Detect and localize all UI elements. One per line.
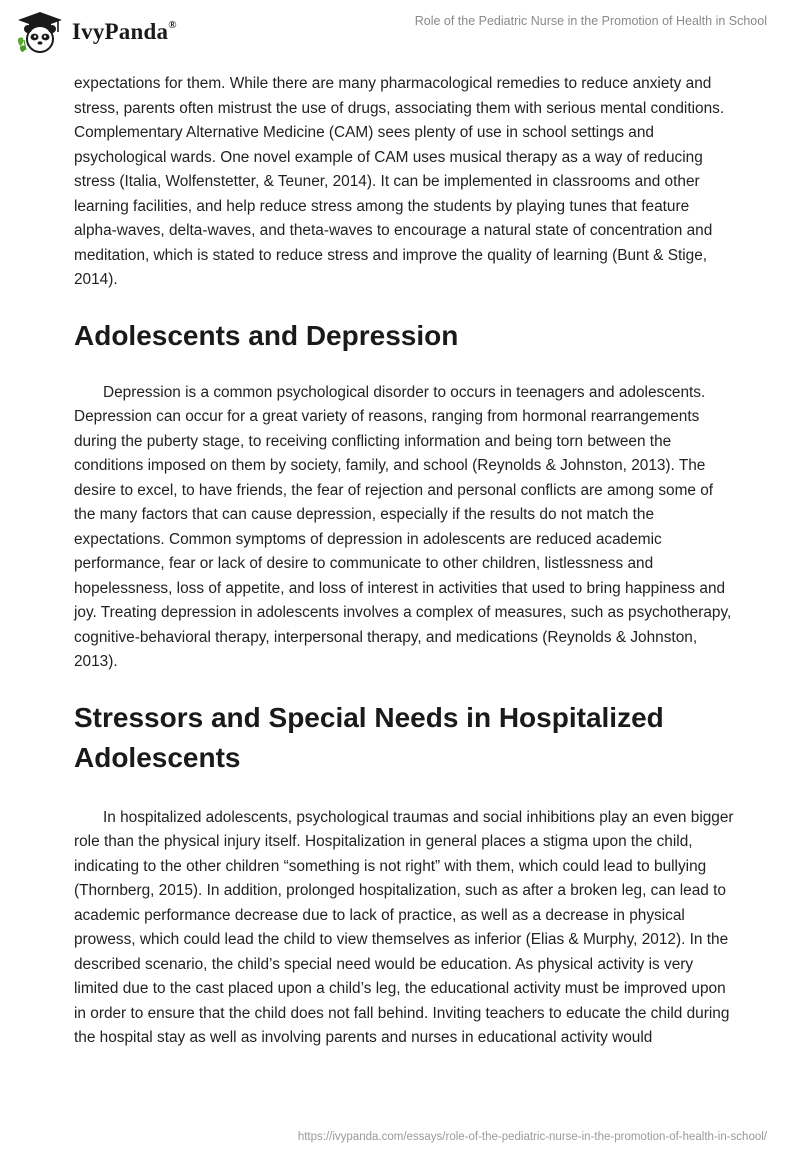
paragraph: Depression is a common psychological disorder to occurs in teenagers and adolescents. Depression can occur for a great variety of reasons, ranging from hormonal rearrangements during the puberty stage, to receiving conflicting information and being torn between the conditions imposed on them by society, family, and school (Reynolds & Johnston, 2013). The desire to excel, to have friends, the fear of rejection and personal conflicts are among some of the many factors that can cause depression, especially if the results do not match the expectations. Common symptoms of depression in adolescents are reduced academic performance, fear or lack of desire to communicate to other children, listlessness and hopelessness, loss of appetite, and loss of interest in activities that used to bring happiness and joy. Treating depression in adolescents involves a complex of measures, such as psychotherapy, cognitive-behavioral therapy, interpersonal therapy, and medications (Reynolds & Johnston, 2013).: [74, 383, 732, 670]
section-heading: Adolescents and Depression: [74, 319, 459, 351]
page-header: [0, 0, 800, 64]
ivypanda-logo[interactable]: [14, 10, 177, 54]
registered-mark: ®: [168, 19, 177, 32]
document-title: Role of the Pediatric Nurse in the Promotion of Health in School: [414, 14, 767, 28]
paragraph: expectations for them. While there are many pharmacological remedies to reduce anxiety and stress, parents often mistrust the use of drugs, associating them with serious mental conditions. Complementary Alternative Medicine (CAM) sees plenty of use in school settings and psychological wards. One novel example of CAM uses musical therapy as a way of reducing stress (Italia, Wolfenstetter, & Teuner, 2014). It can be implemented in classrooms and other learning facilities, and help reduce stress among the students by playing tunes that feature alpha-waves, delta-waves, and theta-waves to encourage a natural state of concentration and meditation, which is stated to reduce stress and improve the quality of learning (Bunt & Stige, 2014).: [74, 75, 725, 288]
paragraph: In hospitalized adolescents, psychological traumas and social inhibitions play an even bigger role than the physical injury itself. Hospitalization in general places a stigma upon the child, indicating to the other children “something is not right” with them, which could lead to bullying (Thornberg, 2015). In addition, prolonged hospitalization, such as after a broken leg, can lead to academic performance decrease due to lack of practice, as well as a decrease in physical prowess, which could lead the child to view themselves as inferior (Elias & Murphy, 2012). In the described scenario, the child’s special need would be education. As physical activity is very limited due to the cast placed upon a child’s leg, the educational activity must be improved upon in order to ensure that the child does not fall behind. Inviting teachers to educate the child during the hospital stay as well as involving parents and nurses in educational activity would: [74, 808, 734, 1046]
essay-body: [74, 72, 734, 1051]
panda-graduate-icon: [14, 10, 66, 54]
source-url[interactable]: https://ivypanda.com/essays/role-of-the-pediatric-nurse-in-the-promotion-of-health-in-school/: [297, 1131, 767, 1143]
section-heading: Stressors and Special Needs in Hospitalized Adolescents: [74, 701, 664, 773]
brand-name: IvyPanda®: [72, 19, 177, 44]
